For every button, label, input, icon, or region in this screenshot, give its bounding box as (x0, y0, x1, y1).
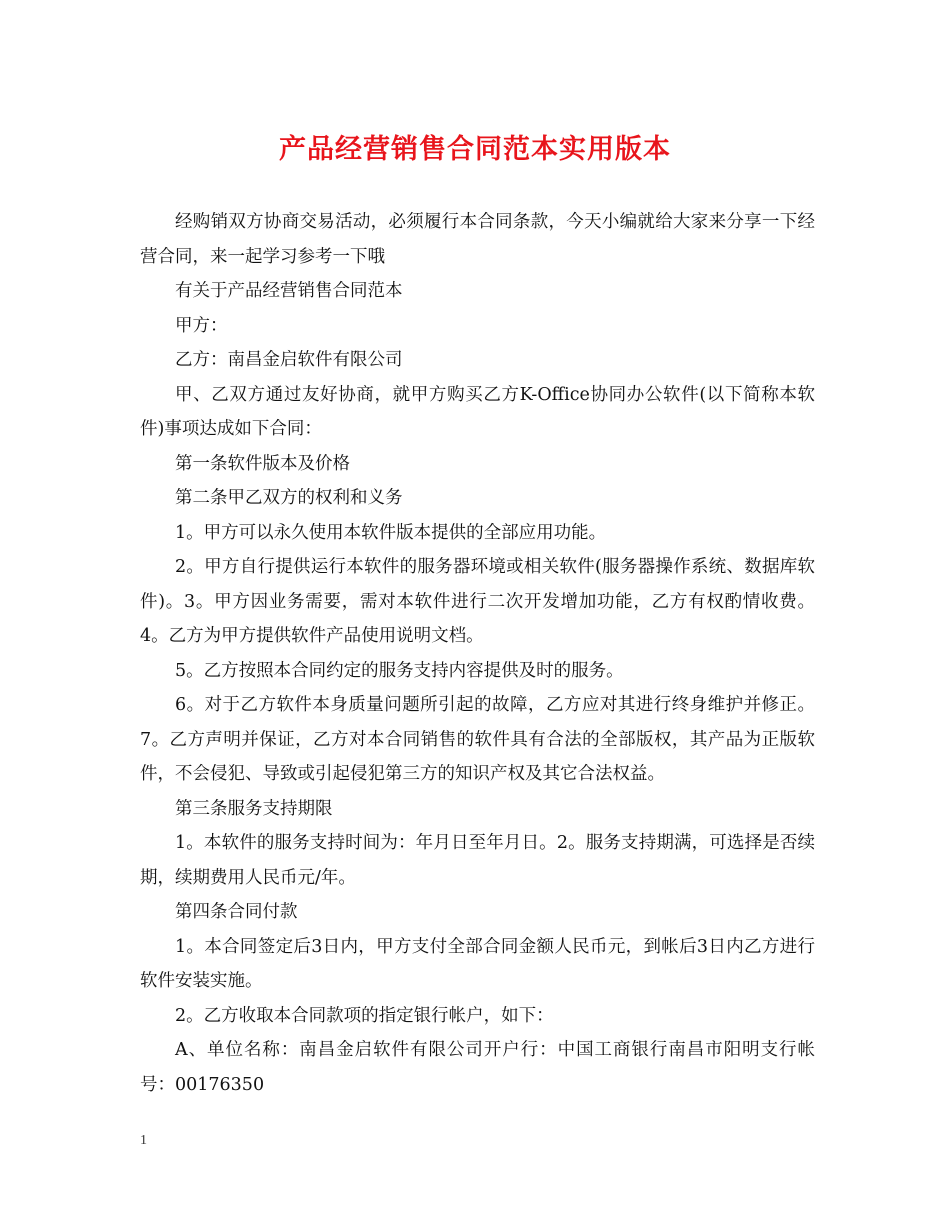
clause-paragraph: 6。对于乙方软件本身质量问题所引起的故障，乙方应对其进行终身维护并修正。7。乙方声明并保证，乙方对本合同销售的软件具有合法的全部版权，其产品为正版软件，不会侵犯、导致或引起侵犯第三方的知识产权及其它合法权益。 (140, 695, 815, 784)
page-number: 1 (140, 1133, 147, 1148)
clause-paragraph: 1。甲方可以永久使用本软件版本提供的全部应用功能。 (175, 522, 607, 543)
intro-paragraph: 经购销双方协商交易活动，必须履行本合同条款，今天小编就给大家来分享一下经营合同，来一起学习参考一下哦 (140, 212, 815, 267)
clause-paragraph: 1。本合同签定后3日内，甲方支付全部合同金额人民币元，到帐后3日内乙方进行软件安装实施。 (140, 936, 815, 991)
agreement-paragraph: 甲、乙双方通过友好协商，就甲方购买乙方K-Office协同办公软件(以下简称本软件)事项达成如下合同： (140, 384, 815, 439)
document-title: 产品经营销售合同范本实用版本 (279, 134, 671, 165)
article-2-heading: 第二条甲乙双方的权利和义务 (175, 488, 403, 508)
section-heading: 有关于产品经营销售合同范本 (175, 281, 403, 301)
party-a-line: 甲方： (175, 315, 228, 336)
article-4-heading: 第四条合同付款 (175, 902, 298, 922)
article-1-heading: 第一条软件版本及价格 (175, 453, 350, 474)
clause-paragraph: 2。甲方自行提供运行本软件的服务器环境或相关软件(服务器操作系统、数据库软件)。3。甲方因业务需要，需对本软件进行二次开发增加功能，乙方有权酌情收费。4。乙方为甲方提供软件产品使用说明文档。 (140, 557, 815, 646)
clause-paragraph: 2。乙方收取本合同款项的指定银行帐户，如下： (175, 1005, 554, 1026)
bank-account-paragraph: A、单位名称：南昌金启软件有限公司开户行：中国工商银行南昌市阳明支行帐号：00176350 (140, 1040, 815, 1095)
party-b-line: 乙方：南昌金启软件有限公司 (175, 350, 403, 370)
article-3-heading: 第三条服务支持期限 (175, 798, 333, 819)
document-body (140, 205, 815, 1102)
clause-paragraph: 5。乙方按照本合同约定的服务支持内容提供及时的服务。 (175, 660, 624, 681)
clause-paragraph: 1。本软件的服务支持时间为：年月日至年月日。2。服务支持期满，可选择是否续期，续期费用人民币元/年。 (140, 833, 815, 888)
